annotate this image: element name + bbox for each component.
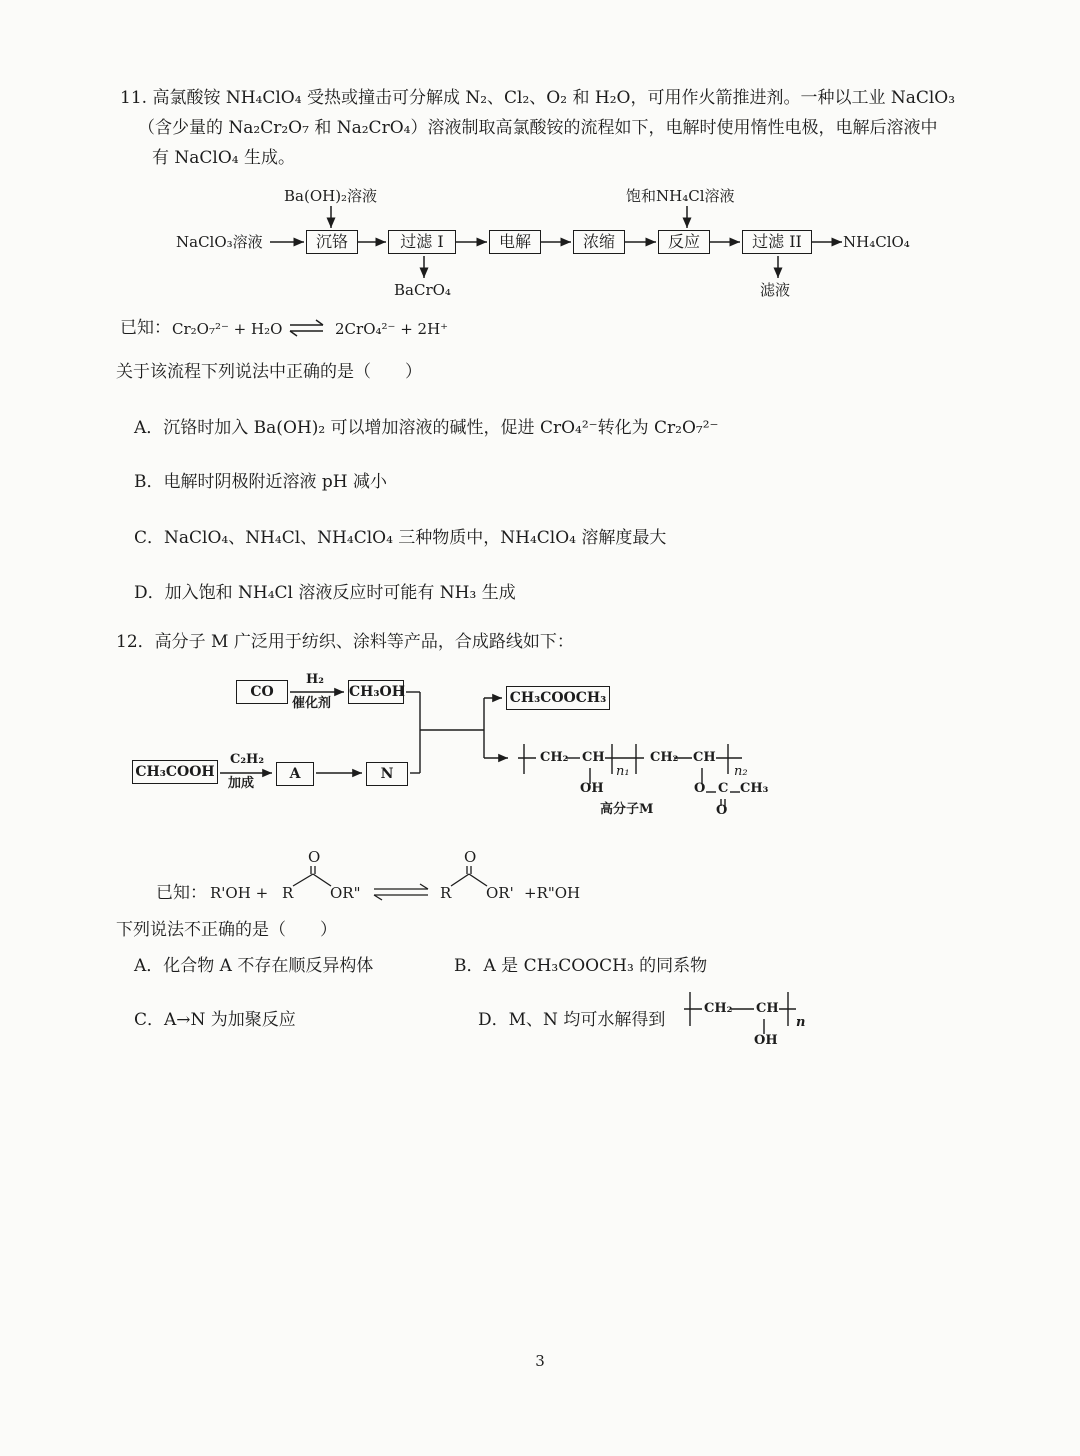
q11-option-d: D．加入饱和 NH₄Cl 溶液反应时可能有 NH₃ 生成 xyxy=(134,583,516,603)
route-compound-a: A xyxy=(276,762,314,786)
reagent-baoh2: Ba(OH)₂溶液 xyxy=(284,187,378,205)
route-methanol: CH₃OH xyxy=(348,680,404,704)
q11-stem-line2: （含少量的 Na₂Cr₂O₇ 和 Na₂CrO₄）溶液制取高氯酸铵的流程如下，电解时使用惰性电极，电解后溶液中 xyxy=(138,118,938,138)
q11-known-left: Cr₂O₇²⁻ + H₂O xyxy=(172,320,283,338)
flow-step-filter2: 过滤 II xyxy=(742,230,812,254)
polymer-m-label: 高分子M xyxy=(600,802,654,817)
flow-step-electrolysis: 电解 xyxy=(489,230,541,254)
q11-option-c: C．NaClO₄、NH₄Cl、NH₄ClO₄ 三种物质中，NH₄ClO₄ 溶解度最大 xyxy=(134,528,667,548)
flow-start: NaClO₃溶液 xyxy=(176,233,263,251)
q11-option-b: B．电解时阴极附近溶液 pH 减小 xyxy=(134,472,388,492)
known-r-left: R xyxy=(282,884,294,902)
route-co: CO xyxy=(236,680,288,704)
q12-stem: 12．高分子 M 广泛用于纺织、涂料等产品，合成路线如下： xyxy=(116,632,574,652)
route-c2h2: C₂H₂ xyxy=(230,752,265,767)
flow-byproduct-filtrate: 滤液 xyxy=(760,281,791,299)
route-acetic-acid: CH₃COOH xyxy=(132,760,218,784)
route-h2: H₂ xyxy=(306,672,324,687)
poly-oh: OH xyxy=(580,781,604,796)
q12-question: 下列说法不正确的是（ ） xyxy=(116,920,337,940)
known-o-top-left: O xyxy=(308,848,321,866)
flow-product: NH₄ClO₄ xyxy=(843,233,910,251)
q11-known-label: 已知： xyxy=(120,318,171,338)
poly-ch2-2: CH₂ xyxy=(650,750,679,765)
flow-step-concentrate: 浓缩 xyxy=(573,230,625,254)
q11-option-a: A．沉铬时加入 Ba(OH)₂ 可以增加溶液的碱性，促进 CrO₄²⁻转化为 Cr₂O₇²⁻ xyxy=(134,418,719,438)
route-ester-product: CH₃COOCH₃ xyxy=(506,686,610,710)
q12-option-a: A．化合物 A 不存在顺反异构体 xyxy=(134,956,374,976)
known-r-right: R xyxy=(440,884,452,902)
q12-option-b: B．A 是 CH₃COOCH₃ 的同系物 xyxy=(454,956,708,976)
q11-stem-line1: 11. 高氯酸铵 NH₄ClO₄ 受热或撞击可分解成 N₂、Cl₂、O₂ 和 H₂O，可用作火箭推进剂。一种以工业 NaClO₃ xyxy=(120,88,956,108)
known-or1-right: OR' xyxy=(486,884,514,902)
poly-ch-1: CH xyxy=(582,750,605,765)
d-formula-ch: CH xyxy=(756,1001,779,1016)
q11-known-right: 2CrO₄²⁻ + 2H⁺ xyxy=(335,320,449,338)
poly-ester-dbl-o: O xyxy=(716,803,728,818)
d-formula-oh: OH xyxy=(754,1033,778,1048)
reagent-nh4cl: 饱和NH₄Cl溶液 xyxy=(626,187,735,205)
d-formula-n: n xyxy=(796,1015,806,1030)
known-plus-roh: +R"OH xyxy=(524,884,581,902)
q12-known-label: 已知： xyxy=(156,883,207,903)
known-r1oh: R'OH + xyxy=(210,884,269,902)
poly-n2: n₂ xyxy=(734,764,748,779)
known-o-top-right: O xyxy=(464,848,477,866)
flow-step-filter1: 过滤 I xyxy=(388,230,456,254)
poly-ester-ch3: CH₃ xyxy=(740,781,769,796)
page-number: 3 xyxy=(535,1352,545,1370)
route-catalyst: 催化剂 xyxy=(292,696,332,711)
poly-ester-o: O xyxy=(694,781,706,796)
poly-ch2-1: CH₂ xyxy=(540,750,569,765)
q11-question: 关于该流程下列说法中正确的是（ ） xyxy=(116,362,422,382)
poly-ch-2: CH xyxy=(693,750,716,765)
flow-byproduct-bacro4: BaCrO₄ xyxy=(394,281,451,299)
route-compound-n: N xyxy=(366,762,408,786)
q12-option-d: D．M、N 均可水解得到 xyxy=(478,1010,666,1030)
known-or2-left: OR" xyxy=(330,884,361,902)
d-formula-ch2: CH₂ xyxy=(704,1001,733,1016)
flow-step-react: 反应 xyxy=(658,230,710,254)
q11-stem-line3: 有 NaClO₄ 生成。 xyxy=(152,148,296,168)
poly-ester-c: C xyxy=(718,781,729,796)
q12-option-c: C．A→N 为加聚反应 xyxy=(134,1010,296,1030)
poly-n1: n₁ xyxy=(616,764,630,779)
route-addition: 加成 xyxy=(228,776,255,791)
flow-step-chenge: 沉铬 xyxy=(306,230,358,254)
